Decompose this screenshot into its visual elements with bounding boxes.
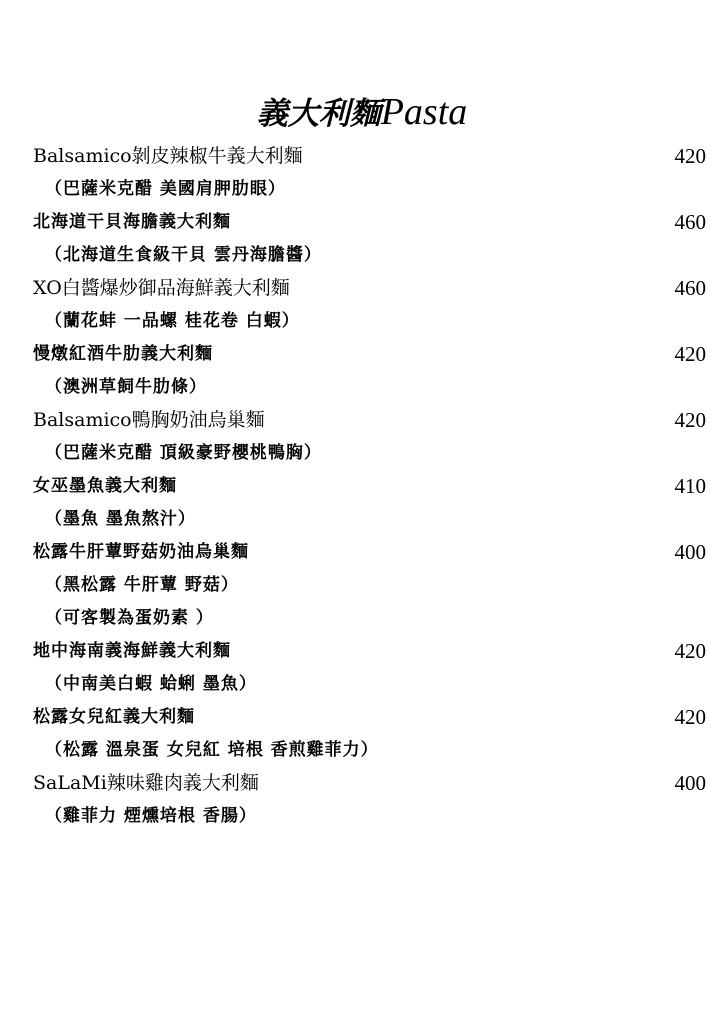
page-title <box>0 88 724 138</box>
dish-price: 420 <box>674 639 706 663</box>
dish-name: 地中海南義海鮮義大利麵 <box>33 641 231 661</box>
menu-item <box>0 338 724 371</box>
dish-detail-line <box>0 305 724 338</box>
dish-detail: （可客製為蛋奶素 ） <box>45 608 214 628</box>
menu-item <box>0 470 724 503</box>
menu-item <box>0 272 724 305</box>
dish-name: 女巫墨魚義大利麵 <box>33 476 177 496</box>
dish-price: 460 <box>674 210 706 234</box>
menu-item <box>0 404 724 437</box>
dish-detail: （巴薩米克醋 美國肩胛肋眼） <box>45 179 286 199</box>
dish-name: Balsamico剝皮辣椒牛義大利麵 <box>33 145 303 167</box>
dish-price: 410 <box>674 474 706 498</box>
menu-item <box>0 701 724 734</box>
menu-item <box>0 536 724 569</box>
dish-detail: （澳洲草飼牛肋條） <box>45 377 207 397</box>
dish-detail: （中南美白蝦 蛤蜊 墨魚） <box>45 674 257 694</box>
dish-name: 北海道干貝海膽義大利麵 <box>33 212 231 232</box>
title-english: Pasta <box>380 91 468 133</box>
dish-name: Balsamico鴨胸奶油烏巢麵 <box>33 409 265 431</box>
dish-detail-line <box>0 239 724 272</box>
dish-detail: （松露 溫泉蛋 女兒紅 培根 香煎雞菲力） <box>45 740 379 760</box>
dish-price: 420 <box>674 705 706 729</box>
menu-item <box>0 767 724 800</box>
dish-detail: （黑松露 牛肝蕈 野菇） <box>45 575 239 595</box>
menu-item <box>0 140 724 173</box>
dish-name: 慢燉紅酒牛肋義大利麵 <box>33 344 213 364</box>
dish-price: 400 <box>674 771 706 795</box>
dish-name: 松露女兒紅義大利麵 <box>33 707 195 727</box>
dish-name: 松露牛肝蕈野菇奶油烏巢麵 <box>33 542 249 562</box>
dish-price: 420 <box>674 408 706 432</box>
menu-list <box>0 140 724 833</box>
dish-price: 460 <box>674 276 706 300</box>
dish-detail-line <box>0 371 724 404</box>
dish-detail: （墨魚 墨魚熬汁） <box>45 509 196 529</box>
dish-price: 420 <box>674 342 706 366</box>
dish-detail-line <box>0 602 724 635</box>
dish-detail: （巴薩米克醋 頂級豪野櫻桃鴨胸） <box>45 443 322 463</box>
dish-detail-line <box>0 668 724 701</box>
dish-detail: （北海道生食級干貝 雲丹海膽醬） <box>45 245 322 265</box>
dish-detail-line <box>0 437 724 470</box>
dish-detail-line <box>0 734 724 767</box>
dish-price: 420 <box>674 144 706 168</box>
dish-detail-line <box>0 800 724 833</box>
dish-detail-line <box>0 503 724 536</box>
dish-detail: （雞菲力 煙燻培根 香腸） <box>45 806 257 826</box>
title-chinese: 義大利麵 <box>256 96 381 132</box>
dish-detail-line <box>0 173 724 206</box>
dish-detail: （蘭花蚌 一品螺 桂花卷 白蝦） <box>45 311 300 331</box>
dish-name: SaLaMi辣味雞肉義大利麵 <box>33 772 259 794</box>
dish-name: XO白醬爆炒御品海鮮義大利麵 <box>33 277 290 299</box>
menu-item <box>0 206 724 239</box>
dish-detail-line <box>0 569 724 602</box>
menu-item <box>0 635 724 668</box>
dish-price: 400 <box>674 540 706 564</box>
